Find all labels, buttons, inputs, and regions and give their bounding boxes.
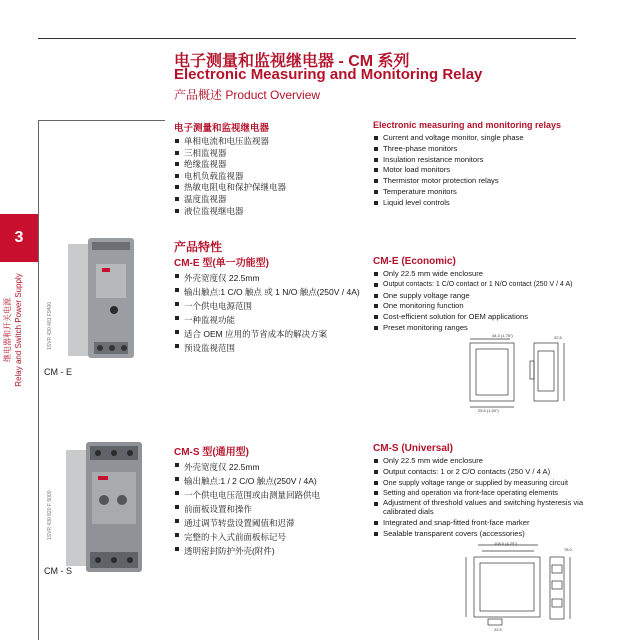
cm-e-list-en: [373, 269, 572, 334]
header-rule: [38, 38, 576, 39]
list-item: Sealable transparent covers (accessories): [373, 529, 593, 540]
cm-s-heading-cn: CM-S 型(通用型): [174, 447, 249, 458]
chapter-label-cn: 继电器和开关电源: [3, 298, 12, 362]
list-item: Current and voltage monitor, single phase: [373, 133, 561, 144]
cm-e-dim-top: 44.3 (1.75"): [492, 333, 513, 338]
list-item: Cost-efficient solution for OEM applications: [373, 312, 572, 323]
list-item: 一个供电电压范围或由测量回路供电: [174, 488, 320, 502]
list-item: 电机负载监视器: [174, 171, 286, 183]
list-item: 完整的卡入式前面板标记号: [174, 530, 320, 544]
relays-heading-cn: 电子测量和监视继电器: [174, 123, 270, 134]
cm-e-list-cn: [174, 271, 360, 355]
list-item: 三相监视器: [174, 148, 286, 160]
list-item: 外壳宽度仅 22.5mm: [174, 271, 360, 285]
subtitle-en: Product Overview: [225, 88, 321, 102]
list-item: Integrated and snap-fitted front-face marker: [373, 518, 593, 529]
list-item: Adjustment of threshold values and switching hysteresis via calibrated dials: [373, 499, 593, 518]
relays-list-en: [373, 133, 561, 209]
cm-s-dim-top: 108.0 (4.25"): [494, 541, 517, 546]
cm-e-dim-bottom: 25.5 (1.00"): [478, 408, 499, 413]
cm-e-device-image: [62, 238, 140, 362]
cm-s-heading-en: CM-S (Universal): [373, 443, 454, 454]
list-item: One supply voltage range: [373, 291, 572, 302]
list-item: 通过调节转盘设置阈值和迟滞: [174, 516, 320, 530]
list-item: Liquid level controls: [373, 198, 561, 209]
relays-heading-en: Electronic measuring and monitoring relays: [373, 120, 562, 130]
list-item: 前面板设置和操作: [174, 502, 320, 516]
list-item: Three-phase monitors: [373, 144, 561, 155]
list-item: Thermistor motor protection relays: [373, 176, 561, 187]
cm-e-section-cn: [174, 254, 360, 355]
list-item: 热敏电阻电和保护保继电器: [174, 182, 286, 194]
page-title-en: Electronic Measuring and Monitoring Relay: [174, 66, 483, 83]
list-item: 输出触点:1 / 2 C/O 触点(250V / 4A): [174, 474, 320, 488]
cm-s-dim-bottom: 22.5: [494, 627, 502, 632]
page-subtitle: [174, 86, 320, 103]
cm-s-dim-right: 78.0: [564, 547, 572, 552]
list-item: 绝缘监视器: [174, 159, 286, 171]
features-heading: 产品特性: [174, 240, 223, 254]
list-item: Temperature monitors: [373, 187, 561, 198]
cm-s-caption: CM - S: [44, 566, 72, 576]
chapter-label-en: Relay and Switch Power Supply: [14, 273, 23, 387]
list-item: Only 22.5 mm wide enclosure: [373, 269, 572, 280]
list-item: One supply voltage range or supplied by measuring circuit: [373, 478, 593, 489]
list-item: 外壳宽度仅 22.5mm: [174, 460, 320, 474]
relays-list-cn: [174, 136, 286, 217]
list-item: 一个供电电源范围: [174, 299, 360, 313]
list-item: 输出触点:1 C/O 触点 或 1 N/O 触点(250V / 4A): [174, 285, 360, 299]
cm-s-list-cn: [174, 460, 320, 558]
page-title-cn: 电子测量和监视继电器 - CM 系列: [174, 53, 410, 70]
relays-section-en: [373, 120, 561, 209]
list-item: 一种监视功能: [174, 313, 360, 327]
list-item: One monitoring function: [373, 301, 572, 312]
relays-section-cn: [174, 120, 286, 217]
cm-s-product-code: 1SVR 430 820 F 9000: [47, 490, 53, 540]
subtitle-cn: 产品概述: [174, 88, 223, 102]
cm-s-device-image: [62, 442, 148, 574]
cm-s-list-en: [373, 456, 593, 540]
chapter-tab[interactable]: 3: [0, 214, 38, 262]
list-item: 适合 OEM 应用的节省成本的解决方案: [174, 327, 360, 341]
list-item: Output contacts: 1 C/O contact or 1 N/O contact (250 V / 4 A): [373, 280, 572, 291]
list-item: 温度监视器: [174, 194, 286, 206]
list-item: 单相电流和电压监视器: [174, 136, 286, 148]
list-item: 预设监视范围: [174, 341, 360, 355]
cm-e-product-code: 1SVR 430 481 F9400: [47, 301, 53, 350]
cm-s-section-cn: [174, 443, 320, 558]
list-item: Setting and operation via front-face operating elements: [373, 488, 593, 499]
cm-s-section-en: [373, 443, 593, 540]
list-item: 透明密封防护外壳(附件): [174, 544, 320, 558]
list-item: Motor load monitors: [373, 165, 561, 176]
cm-e-heading-en: CM-E (Economic): [373, 256, 456, 267]
cm-e-dim-right: 22.5: [554, 335, 562, 340]
list-item: Only 22.5 mm wide enclosure: [373, 456, 593, 467]
list-item: Preset monitoring ranges: [373, 323, 572, 334]
cm-s-dimension-drawing: [458, 541, 576, 637]
cm-e-dimension-drawing: [456, 333, 574, 415]
list-item: Insulation resistance monitors: [373, 155, 561, 166]
cm-e-caption: CM - E: [44, 367, 72, 377]
list-item: 液位监视继电器: [174, 206, 286, 218]
cm-e-heading-cn: CM-E 型(单一功能型): [174, 258, 269, 269]
cm-e-section-en: [373, 256, 572, 334]
chapter-label: [2, 270, 34, 390]
list-item: Output contacts: 1 or 2 C/O contacts (250 V / 4 A): [373, 467, 593, 478]
